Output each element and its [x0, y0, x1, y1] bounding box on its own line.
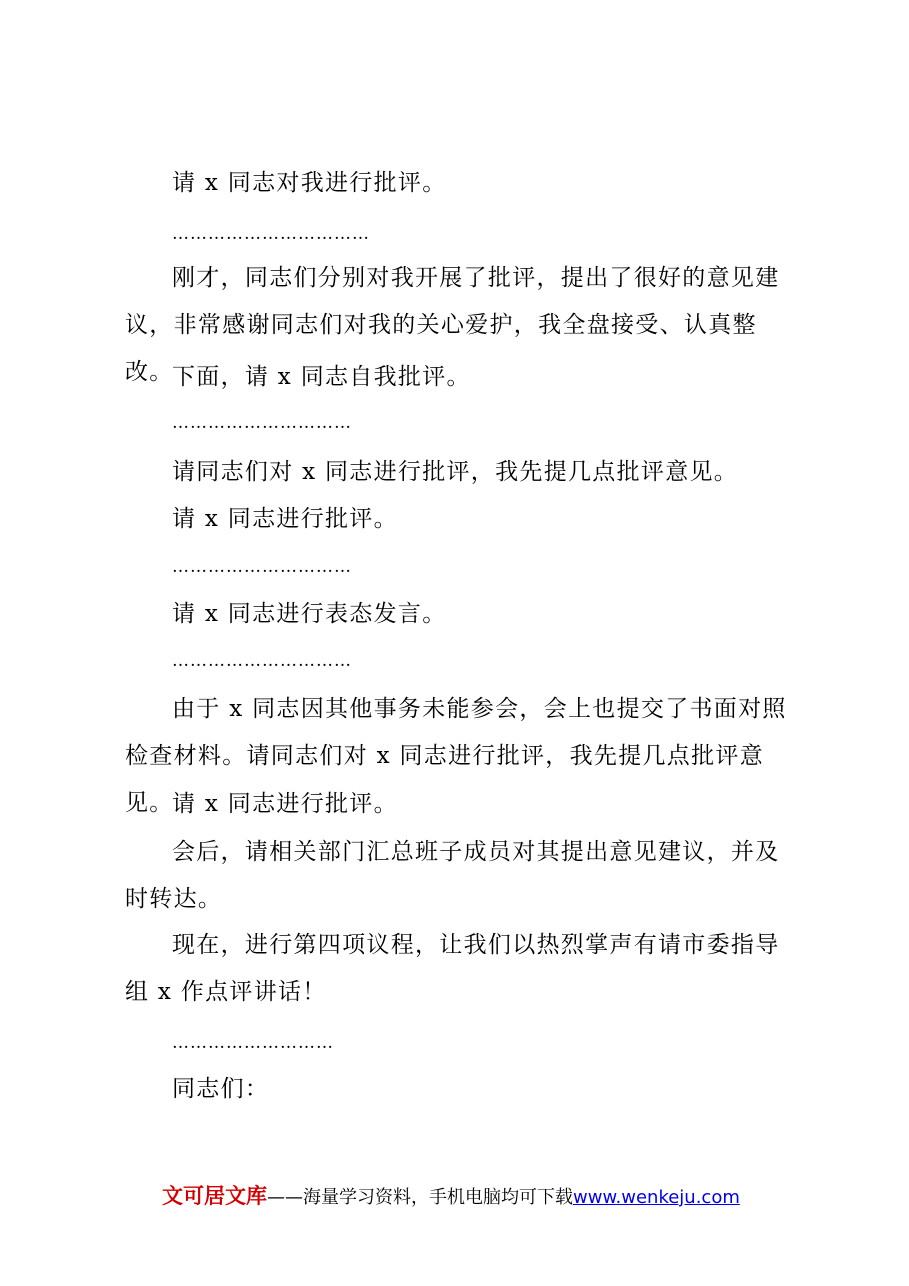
paragraph-2: 刚才，同志们分别对我开展了批评，提出了很好的意见建议，非常感谢同志们对我的关心爱护，我全盘接受、认真整改。 — [125, 265, 780, 385]
paragraph-4: 请同志们对 x 同志进行批评，我先提几点批评意见。 — [172, 459, 739, 485]
ellipsis-line-2: ………………………… — [172, 413, 352, 433]
footer-slogan: ——海量学习资料，手机电脑均可下载 — [267, 1187, 573, 1208]
footer-link[interactable]: www.wenkeju.com — [573, 1187, 740, 1208]
ellipsis-line-4: ………………………… — [172, 651, 352, 671]
paragraph-3: 下面，请 x 同志自我批评。 — [172, 364, 471, 390]
ellipsis-line-3: ………………………… — [172, 557, 352, 577]
paragraph-10: 现在，进行第四项议程，让我们以热烈掌声有请市委指导组 x 作点评讲话！ — [125, 932, 780, 1005]
ellipsis-line-1: …………………………… — [172, 224, 370, 244]
paragraph-7: 由于 x 同志因其他事务未能参会，会上也提交了书面对照检查材料。请同志们对 x 同志进行批评，我先提几点批评意见。 — [125, 696, 787, 816]
paragraph-6: 请 x 同志进行表态发言。 — [172, 601, 447, 627]
paragraph-1: 请 x 同志对我进行批评。 — [172, 170, 447, 196]
ellipsis-line-5: ……………………… — [172, 1033, 334, 1053]
paragraph-11: 同志们： — [172, 1076, 270, 1102]
paragraph-9: 会后，请相关部门汇总班子成员对其提出意见建议，并及时转达。 — [125, 839, 780, 912]
paragraph-8: 请 x 同志进行批评。 — [172, 791, 398, 817]
footer-brand: 文可居文库 — [162, 1184, 267, 1208]
paragraph-5: 请 x 同志进行批评。 — [172, 506, 398, 532]
footer-banner — [162, 1183, 740, 1211]
